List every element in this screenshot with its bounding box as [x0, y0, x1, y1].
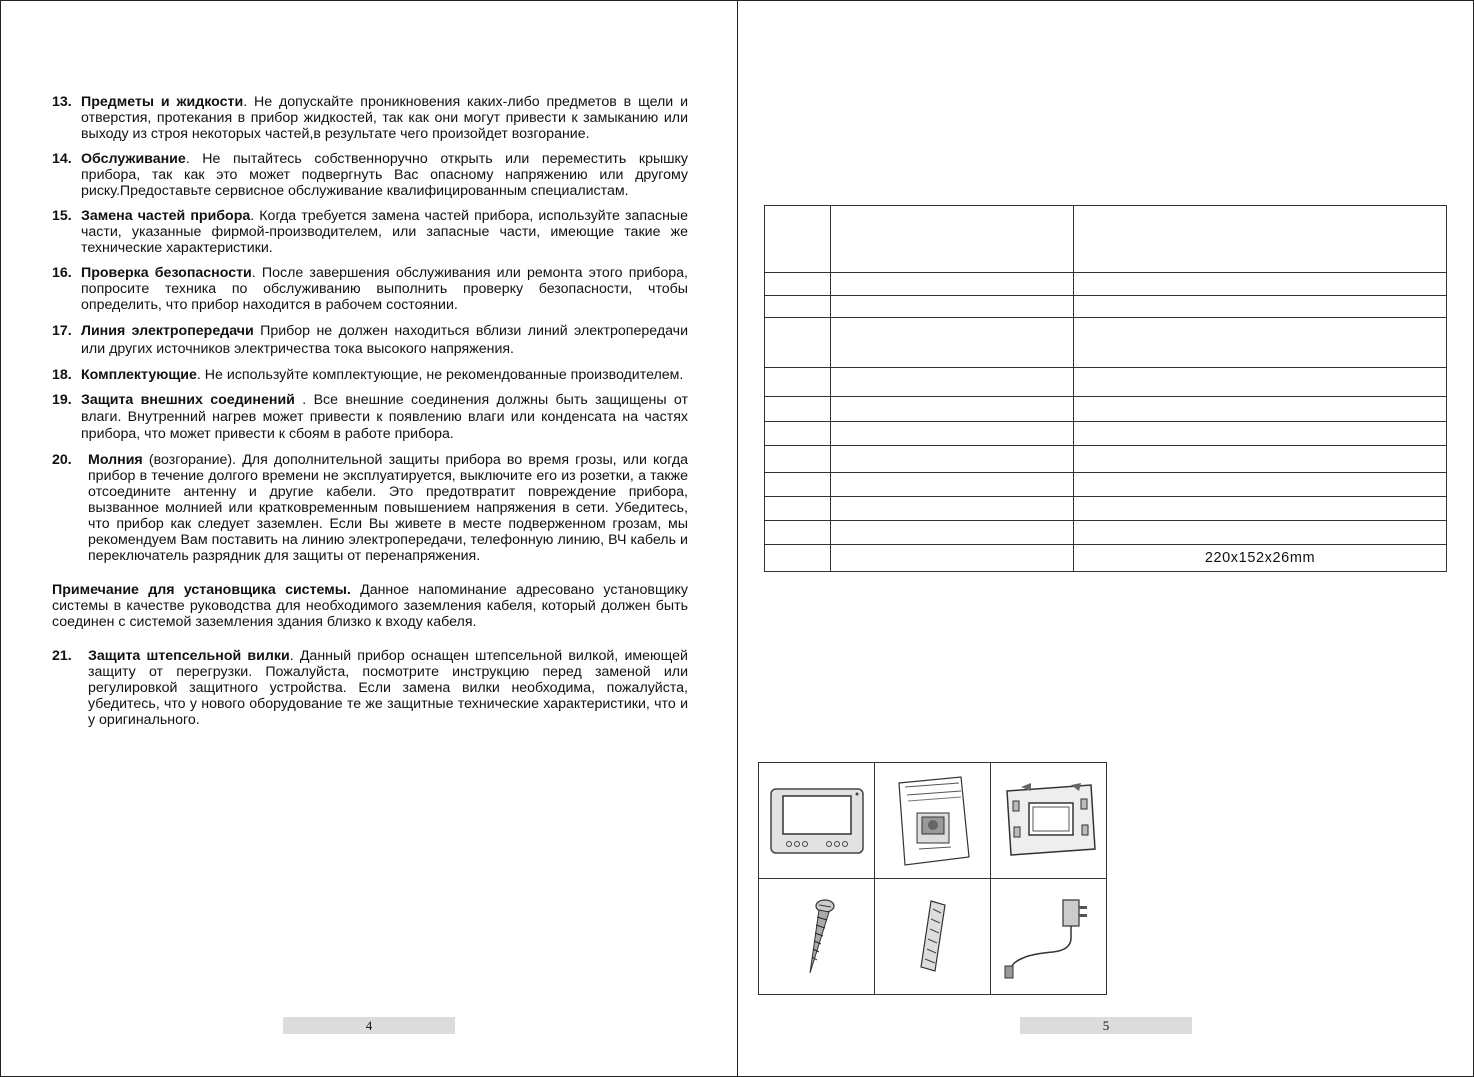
power-adapter-icon [1001, 892, 1097, 982]
item-number: 14. [52, 151, 72, 167]
page-number-right: 5 [1020, 1017, 1192, 1034]
note-text: Данное напоминание адресовано установщику системы в качестве руководства для необходимого заземления кабеля, который должен быть соединен с системой заземления здания близко к входу кабеля. [52, 582, 688, 630]
item-title: Молния [88, 452, 143, 468]
item-title: Линия электропередачи [81, 323, 254, 339]
table-row [765, 446, 1447, 473]
table-row [765, 273, 1447, 296]
item-text: . Все внешние соединения должны быть защищены от влаги. Внутренний нагрев может привести к появлению влаги или конденсата на частях прибора, что может привести к сбоям в работе прибора. [81, 392, 688, 442]
item-title: Обслуживание [81, 151, 186, 167]
note-title: Примечание для установщика системы. [52, 582, 351, 598]
item-16 [52, 265, 688, 313]
item-title: Комплектующие [81, 367, 197, 383]
mounting-bracket-icon [1001, 783, 1097, 859]
page-number-left: 4 [283, 1017, 455, 1034]
item-text: . Не пытайтесь собственноручно открыть или переместить крышку прибора, так как это может подвергнуть Вас опасному напряжению или другому риску.Предоставьте сервисное обслуживание квалифицированным специалистам. [81, 151, 688, 199]
table-row [765, 545, 1447, 572]
item-text: . Когда требуется замена частей прибора, используйте запасные части, указанные фирмой-производителем, или запасные части, имеющие такие же технические характеристики. [81, 208, 688, 256]
item-15 [52, 208, 688, 256]
spec-table [764, 205, 1447, 572]
dimensions-value: 220x152x26mm [1074, 545, 1447, 572]
accessory-cell [991, 763, 1107, 879]
table-row [765, 422, 1447, 446]
item-18 [52, 367, 688, 383]
item-20 [52, 452, 688, 564]
item-21 [52, 648, 688, 728]
table-row [765, 521, 1447, 545]
item-title: Защита внешних соединений [81, 392, 295, 408]
left-page-text [52, 94, 688, 737]
table-row [765, 397, 1447, 422]
item-13 [52, 94, 688, 142]
item-number: 18. [52, 367, 72, 383]
wall-plug-icon [911, 897, 955, 977]
item-19 [52, 392, 688, 443]
monitor-icon [769, 787, 865, 855]
item-17 [52, 322, 688, 358]
item-number: 16. [52, 265, 72, 281]
accessory-cell [875, 879, 991, 995]
table-row [765, 318, 1447, 368]
item-text: . Не используйте комплектующие, не рекомендованные производителем. [196, 367, 684, 383]
installer-note [52, 582, 688, 630]
item-title: Защита штепсельной вилки [88, 648, 290, 664]
accessory-cell [759, 879, 875, 995]
item-text: (возгорание). Для дополнительной защиты прибора во время грозы, или когда прибор в течение долгого времени не эксплуатируется, выключите его из розетки, а также отсоедините антенну и другие кабели. Это предотвратит повреждение прибора, вызванное молнией или кратковременным повышением напряжения в сети. Убедитесь, что прибор как следует заземлен. Если Вы живете в месте подверженном грозам, мы рекомендуем Вам поставить на линию электропередачи, телефонную линию, ВЧ кабель и переключатель разрядник для защиты от перенапряжения. [88, 452, 688, 564]
item-text: . Не допускайте проникновения каких-либо предметов в щели и отверстия, протекания в прибор жидкостей, так как они могут привести к замыканию или выходу из строя некоторых частей,в результате чего произойдет возгорание. [81, 94, 688, 142]
table-row [765, 473, 1447, 497]
accessory-cell [875, 763, 991, 879]
item-title: Предметы и жидкости [81, 94, 244, 110]
item-number: 20. [52, 452, 72, 468]
screw-icon [795, 897, 839, 977]
table-row [765, 497, 1447, 521]
item-text: Прибор не должен находиться вблизи линий электропередачи или других источников электричества тока высокого напряжения. [81, 323, 688, 357]
table-row [765, 368, 1447, 397]
page-divider [737, 0, 738, 1077]
item-number: 13. [52, 94, 72, 110]
item-title: Проверка безопасности [81, 265, 252, 281]
item-text: . После завершения обслуживания или ремонта этого прибора, попросите техника по обслуживанию выполнить проверку безопасности, чтобы определить, что прибор находится в рабочем состоянии. [81, 265, 688, 313]
item-text: . Данный прибор оснащен штепсельной вилкой, имеющей защиту от перегрузки. Пожалуйста, посмотрите инструкцию перед заменой или регулировкой защитного устройства. Если замена вилки необходима, пожалуйста, убедитесь, что у нового оборудование те же защитные технические характеристики, что и у оригинального. [88, 648, 688, 728]
manual-icon [891, 773, 975, 869]
item-number: 19. [52, 392, 72, 408]
table-row [765, 206, 1447, 273]
accessory-cell [759, 763, 875, 879]
item-14 [52, 151, 688, 199]
accessories-grid [758, 762, 1107, 995]
item-number: 21. [52, 648, 72, 664]
table-row [765, 296, 1447, 318]
accessory-cell [991, 879, 1107, 995]
item-number: 15. [52, 208, 72, 224]
item-number: 17. [52, 323, 72, 339]
item-title: Замена частей прибора [81, 208, 251, 224]
